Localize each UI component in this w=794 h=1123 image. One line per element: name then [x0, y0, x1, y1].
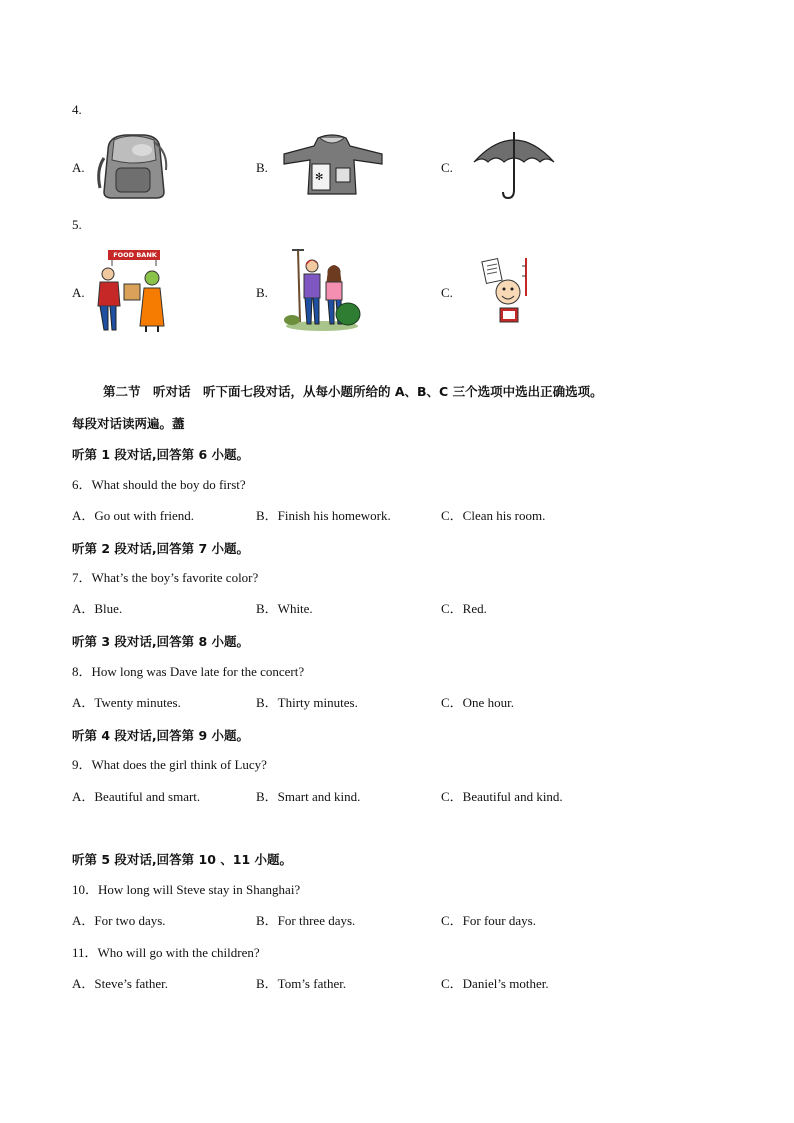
dialogue-3-instruction: 听第 3 段对话,回答第 8 小题。 [72, 634, 250, 649]
q7-option-a: A．Blue. [72, 601, 123, 616]
q10-option-a: A．For two days. [72, 913, 166, 928]
q8-option-a: A．Twenty minutes. [72, 695, 181, 710]
q5-option-b-label: B. [256, 285, 268, 300]
q7-option-c: C．Red. [441, 601, 487, 616]
q6-option-a: A．Go out with friend. [72, 508, 195, 523]
dialogue-5-instruction: 听第 5 段对话,回答第 10 、11 小题。 [72, 852, 292, 867]
dialogue-1-instruction: 听第 1 段对话,回答第 6 小题。 [72, 447, 250, 462]
food-bank-sign: FOOD BANK [113, 251, 157, 259]
q6-option-c: C．Clean his room. [441, 508, 546, 523]
question-5-number: 5. [72, 217, 82, 232]
boy-with-report-picture [480, 256, 530, 330]
question-6: 6．What should the boy do first? [72, 477, 246, 492]
question-11: 11．Who will go with the children? [72, 945, 260, 960]
q8-option-c: C．One hour. [441, 695, 514, 710]
section-subheading: 每段对话读两遍。藎 [72, 416, 185, 431]
q4-option-a-label: A. [72, 160, 85, 175]
question-9: 9．What does the girl think of Lucy? [72, 757, 267, 772]
q10-option-c: C．For four days. [441, 913, 536, 928]
q9-option-a: A．Beautiful and smart. [72, 789, 201, 804]
question-7: 7．What’s the boy’s favorite color? [72, 570, 259, 585]
umbrella-icon [470, 128, 558, 200]
q6-option-b: B．Finish his homework. [256, 508, 391, 523]
q4-option-c-label: C. [441, 160, 453, 175]
q9-option-b: B．Smart and kind. [256, 789, 361, 804]
backpack-icon [94, 130, 172, 200]
q10-option-b: B．For three days. [256, 913, 356, 928]
section-heading: 第二节 听对话 听下面七段对话，从每小题所给的 A、B、C 三个选项中选出正确选项。 [103, 384, 603, 399]
gardening-volunteers-picture [282, 246, 362, 332]
dialogue-4-instruction: 听第 4 段对话,回答第 9 小题。 [72, 728, 250, 743]
jacket-icon [282, 134, 384, 196]
q11-option-b: B．Tom’s father. [256, 976, 347, 991]
q11-option-a: A．Steve’s father. [72, 976, 169, 991]
svg-text:✻: ✻ [315, 172, 324, 183]
question-10: 10．How long will Steve stay in Shanghai? [72, 882, 301, 897]
dialogue-2-instruction: 听第 2 段对话,回答第 7 小题。 [72, 541, 250, 556]
q7-option-b: B．White. [256, 601, 313, 616]
question-4-number: 4. [72, 102, 82, 117]
q5-option-a-label: A. [72, 285, 85, 300]
q8-option-b: B．Thirty minutes. [256, 695, 358, 710]
food-bank-donation-picture [94, 248, 172, 334]
q5-option-c-label: C. [441, 285, 453, 300]
q11-option-c: C．Daniel’s mother. [441, 976, 549, 991]
q4-option-b-label: B. [256, 160, 268, 175]
question-8: 8．How long was Dave late for the concert? [72, 664, 305, 679]
q9-option-c: C．Beautiful and kind. [441, 789, 563, 804]
